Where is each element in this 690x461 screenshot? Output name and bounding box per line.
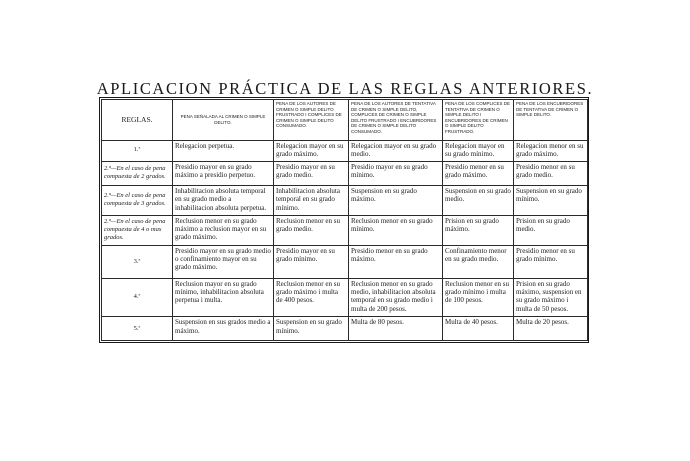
table-cell: Prision en su grado medio.: [514, 215, 588, 245]
table-cell: Reclusion menor en su grado máximo a reclusion mayor en su grado máximo.: [173, 215, 274, 245]
table-cell: Multa de 40 pesos.: [443, 317, 514, 341]
table-cell: Relegacion mayor en su grado máximo.: [274, 140, 349, 161]
table-cell: Reclusion mayor en su grado mínimo, inhabilitacion absoluta perpetua i multa.: [173, 278, 274, 317]
table-cell: Relegacion perpetua.: [173, 140, 274, 161]
table-row: [102, 245, 588, 278]
table-cell: Reclusion menor en su grado máximo i multa de 400 pesos.: [274, 278, 349, 317]
table-cell: Inhabilitacion absoluta temporal en su grado mínimo.: [274, 186, 349, 216]
rule-label: 2.ª—En el caso de pena compuesta de 4 o mas grados.: [104, 217, 166, 242]
table-cell: Inhabilitacion absoluta temporal en su grado medio a inhabilitacion absoluta perpetua.: [173, 186, 274, 216]
table-cell: Presidio mayor en su grado mínimo.: [274, 245, 349, 278]
rule-label: 3.ª: [102, 245, 173, 278]
table-row: [102, 140, 588, 161]
table-row: [102, 215, 588, 245]
table-cell: Reclusion menor en su grado mínimo.: [349, 215, 443, 245]
table-cell: Reclusion menor en su grado mínimo i multa de 100 pesos.: [443, 278, 514, 317]
table-row: [102, 161, 588, 186]
table-row: [102, 317, 588, 341]
header-reglas: REGLAS.: [102, 100, 173, 141]
table-cell: Presidio menor en su grado máximo.: [443, 161, 514, 186]
table-cell: Suspension en su grado mínimo.: [514, 186, 588, 216]
rule-label: 2.ª—En el caso de pena compuesta de 3 grados.: [104, 192, 166, 208]
table-cell: Presidio mayor en su grado medio o confinamiento mayor en su grado máximo.: [173, 245, 274, 278]
table-cell: Presidio mayor en su grado máximo a presidio perpetuo.: [173, 161, 274, 186]
rule-label: 2.ª—En el caso de pena compuesta de 2 grados.: [104, 165, 166, 181]
table-cell: Presidio menor en su grado máximo.: [349, 245, 443, 278]
rules-table: [101, 99, 588, 341]
header-pena-complices-tentativa: PENA DE LOS COMPLICES DE TENTATIVA DE CRIMEN O SIMPLE DELITO I ENCUBRIDORES DE CRIMEN O SIMPLE DELITO FRUSTRADO.: [443, 100, 514, 141]
table-cell: Presidio menor en su grado medio.: [514, 161, 588, 186]
table-cell: Suspension en su grado máximo.: [349, 186, 443, 216]
header-pena-senalada: PENA SEÑALADA AL CRIMEN O SIMPLE DELITO.: [173, 100, 274, 141]
table-header-row: [102, 100, 588, 141]
table-cell: Presidio menor en su grado mínimo.: [514, 245, 588, 278]
table-cell: Confinamiento menor en su grado medio.: [443, 245, 514, 278]
table-cell: Prision en su grado máximo.: [443, 215, 514, 245]
table-cell: Presidio mayor en su grado mínimo.: [349, 161, 443, 186]
table-cell: Multa de 20 pesos.: [514, 317, 588, 341]
table-cell: Relegacion mayor en su grado medio.: [349, 140, 443, 161]
table-cell: Reclusion menor en su grado medio.: [274, 215, 349, 245]
page-title: APLICACION PRÁCTICA DE LAS REGLAS ANTERIORES.: [96, 79, 594, 98]
table-cell: Multa de 80 pesos.: [349, 317, 443, 341]
table-cell: Reclusion menor en su grado medio, inhabilitacion absoluta temporal en su grado medio i multa de 200 pesos.: [349, 278, 443, 317]
header-pena-autores-frustrado: PENA DE LOS AUTORES DE CRIMEN O SIMPLE DELITO FRUSTRADO I COMPLICES DE CRIMEN O SIMPLE DELITO CONSUMADO.: [274, 100, 349, 141]
table-cell: Relegacion menor en su grado máximo.: [514, 140, 588, 161]
table-cell: Suspension en sus grados medio a máximo.: [173, 317, 274, 341]
header-pena-autores-tentativa: PENA DE LOS AUTORES DE TENTATIVA DE CRIMEN O SIMPLE DELITO, COMPLICES DE CRIMEN O SIMPLE DELITO FRUSTRADO I ENCUBRIDORES DE CRIMEN O SIMPLE DELITO CONSUMADO.: [349, 100, 443, 141]
rule-label: 1.ª: [102, 140, 173, 161]
table-row: [102, 186, 588, 216]
table-cell: Suspension en su grado mínimo.: [274, 317, 349, 341]
header-pena-encubridores-tentativa: PENA DE LOS ENCUBRIDORES DE TENTATIVA DE CRIMEN O SIMPLE DELITO.: [514, 100, 588, 141]
rule-label: 4.ª: [102, 278, 173, 317]
table-cell: Prision en su grado máximo, suspension en su grado máximo i multa de 50 pesos.: [514, 278, 588, 317]
table-row: [102, 278, 588, 317]
table-cell: Presidio mayor en su grado medio.: [274, 161, 349, 186]
rule-label: 5.ª: [102, 317, 173, 341]
table-cell: Relegacion mayor en su grado mínimo.: [443, 140, 514, 161]
table-cell: Suspension en su grado medio.: [443, 186, 514, 216]
